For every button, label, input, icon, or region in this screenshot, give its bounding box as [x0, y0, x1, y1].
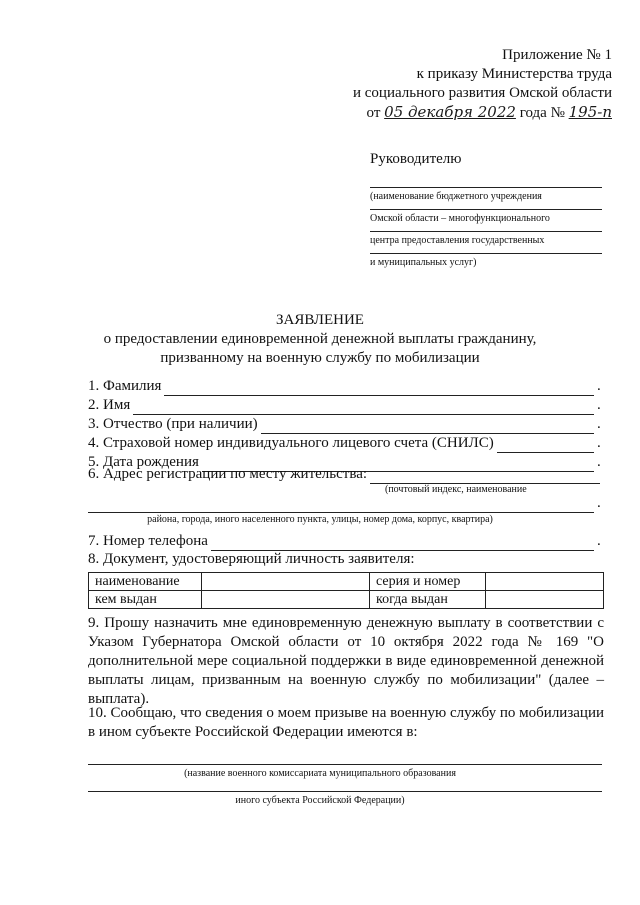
address-input-line-2[interactable]: [88, 498, 594, 513]
paragraph-10: 10. Сообщаю, что сведения о моем призыве на военную службу по мобилизации в ином субъекте Российской Федерации имеются в:: [88, 705, 604, 740]
commissariat-caption-1: (название военного комиссариата муниципального образования: [184, 768, 456, 779]
paragraph-9: 9. Прошу назначить мне единовременную денежную выплату в соответствии с Указом Губернатора Омской области от 10 октября 2022 года № 169 "О дополнительной мере социальной поддержки в виде единовременной денежной выплаты лицам, призванным на военную службу по мобилизации" (далее – выплата).: [88, 615, 604, 707]
commissariat-input-line-2[interactable]: [88, 791, 602, 792]
address-field: 6. Адрес регистрации по месту жительства:: [88, 465, 603, 484]
phone-input-line[interactable]: [211, 536, 594, 551]
document-subtitle-2: призванному на военную службу по мобилизации: [160, 350, 480, 366]
address-line-2: .: [88, 494, 603, 513]
order-date-line: от 05 декабря 2022 года № 195-п: [366, 103, 612, 121]
addressee-line-3[interactable]: [370, 225, 602, 232]
ministry-name: и социального развития Омской области: [352, 85, 612, 101]
document-title: ЗАЯВЛЕНИЕ: [276, 312, 364, 328]
doc-issue-date-value[interactable]: [486, 591, 604, 609]
appendix-header: [312, 46, 612, 123]
document-subtitle-1: о предоставлении единовременной денежной выплаты гражданину,: [103, 331, 537, 347]
id-document-heading: 8. Документ, удостоверяющий личность заявителя:: [88, 551, 415, 567]
addressee-line-1[interactable]: [370, 169, 602, 188]
table-row: [89, 591, 604, 609]
commissariat-input-line-1[interactable]: [88, 764, 602, 765]
addressee-block: [370, 150, 602, 269]
addressee-line-4[interactable]: [370, 247, 602, 254]
handwritten-date: 05 декабря 2022: [384, 103, 516, 121]
snils-field: 4. Страховой номер индивидуального лицевого счета (СНИЛС) .: [88, 435, 601, 451]
name-input-line[interactable]: [133, 400, 594, 415]
id-document-table: [88, 572, 604, 609]
doc-series-value[interactable]: [486, 573, 604, 591]
handwritten-number: 195-п: [568, 103, 612, 121]
patronymic-field: 3. Отчество (при наличии) .: [88, 416, 601, 432]
doc-issuer-label: кем выдан: [89, 591, 202, 609]
addressee-caption-1: (наименование бюджетного учреждения: [370, 191, 542, 202]
table-row: [89, 573, 604, 591]
doc-name-value[interactable]: [202, 573, 370, 591]
address-caption-1: (почтовый индекс, наименование: [385, 484, 527, 495]
addressee-caption-4: и муниципальных услуг): [370, 257, 477, 268]
doc-issue-date-label: когда выдан: [370, 591, 486, 609]
surname-input-line[interactable]: [164, 381, 594, 396]
phone-field: 7. Номер телефона .: [88, 533, 601, 549]
surname-field: 1. Фамилия .: [88, 378, 601, 394]
addressee-line-2[interactable]: [370, 203, 602, 210]
address-input-line-1[interactable]: [370, 469, 600, 484]
doc-name-label: наименование: [89, 573, 202, 591]
patronymic-input-line[interactable]: [261, 419, 594, 434]
name-field: 2. Имя .: [88, 397, 601, 413]
snils-input-line[interactable]: [497, 438, 594, 453]
birthdate-field: 5. Дата рождения .: [88, 454, 601, 470]
address-caption-2: района, города, иного населенного пункта, улицы, номер дома, корпус, квартира): [147, 514, 493, 525]
addressee-title: Руководителю: [370, 151, 462, 167]
order-reference: к приказу Министерства труда: [416, 66, 612, 82]
commissariat-caption-2: иного субъекта Российской Федерации): [235, 795, 405, 806]
doc-series-label: серия и номер: [370, 573, 486, 591]
doc-issuer-value[interactable]: [202, 591, 370, 609]
addressee-caption-2: Омской области – многофункционального: [370, 213, 550, 224]
addressee-caption-3: центра предоставления государственных: [370, 235, 545, 246]
appendix-number: Приложение № 1: [502, 47, 612, 63]
